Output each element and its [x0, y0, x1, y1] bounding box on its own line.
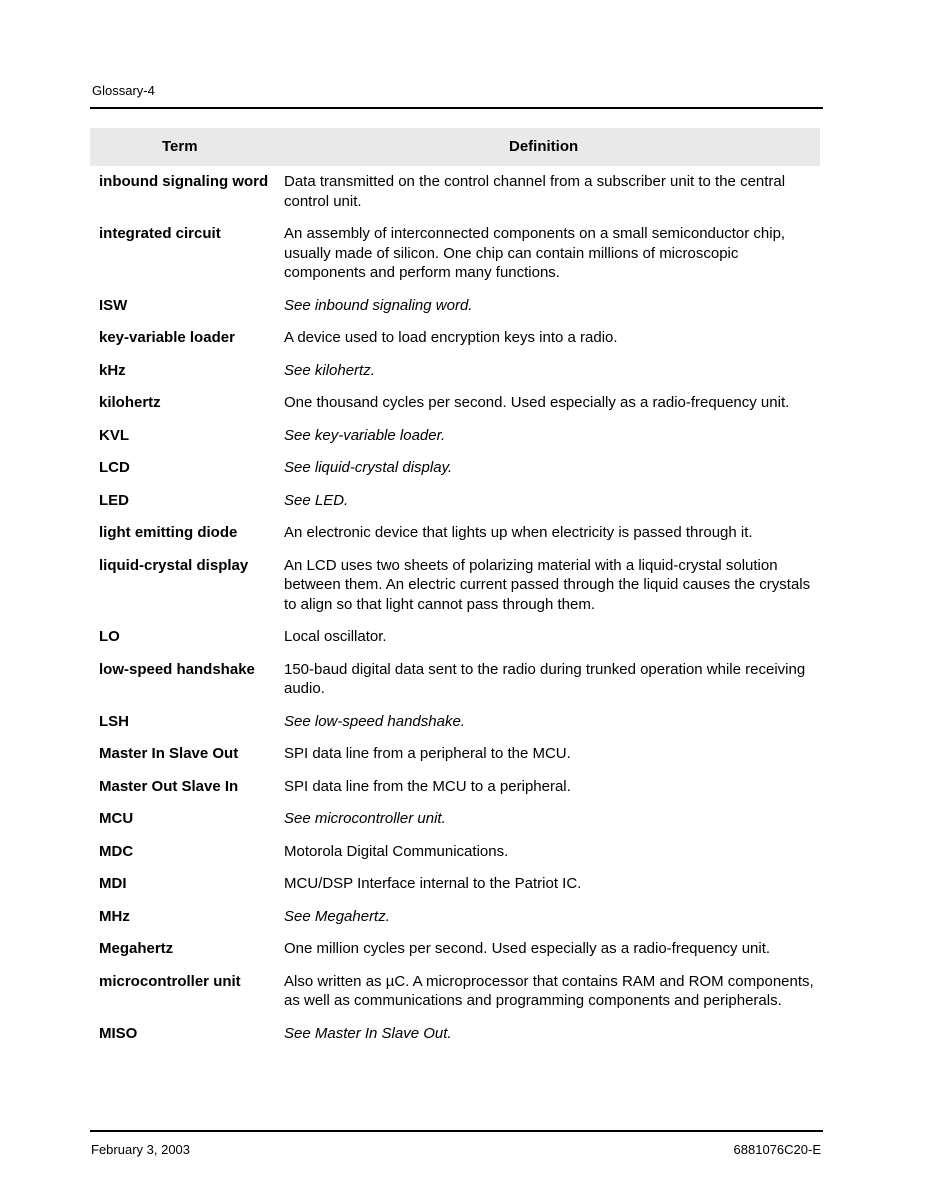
table-row [99, 939, 819, 959]
glossary-definition: One million cycles per second. Used especially as a radio-frequency unit. [284, 940, 771, 957]
glossary-definition: See Master In Slave Out. [284, 1024, 452, 1042]
glossary-definition: Also written as µC. A microprocessor that contains RAM and ROM components, as well as communications and programming components and peripherals. [284, 972, 814, 1009]
table-row [99, 744, 819, 764]
glossary-definition: See kilohertz. [284, 361, 375, 379]
glossary-definition: SPI data line from a peripheral to the MCU. [284, 745, 571, 762]
glossary-term: MHz [99, 907, 130, 925]
column-header-term: Term [162, 138, 198, 155]
glossary-term: LO [99, 628, 120, 645]
table-header [90, 128, 820, 166]
table-row [99, 972, 819, 1011]
glossary-term: kHz [99, 361, 126, 379]
glossary-definition: See Megahertz. [284, 907, 390, 925]
glossary-definition: Local oscillator. [284, 628, 387, 645]
glossary-definition: An assembly of interconnected components on a small semiconductor chip, usually made of silicon. One chip can contain millions of microscopic components and perform many functions. [284, 225, 786, 281]
table-row [99, 172, 819, 211]
glossary-definition: See LED. [284, 491, 349, 509]
table-row [99, 361, 819, 381]
column-header-definition: Definition [509, 138, 579, 155]
table-row [99, 458, 819, 478]
glossary-definition: MCU/DSP Interface internal to the Patriot IC. [284, 875, 582, 892]
glossary-term: MDI [99, 875, 127, 892]
glossary-term: low-speed handshake [99, 660, 255, 678]
glossary-term: Master In Slave Out [99, 745, 239, 762]
table-row [99, 393, 819, 413]
glossary-term: LED [99, 491, 129, 509]
glossary-term: KVL [99, 426, 129, 444]
glossary-term: MDC [99, 842, 134, 860]
table-row [99, 491, 819, 511]
glossary-term: key-variable loader [99, 329, 235, 346]
table-row [99, 907, 819, 927]
table-row [99, 874, 819, 894]
table-row [99, 1024, 819, 1044]
glossary-definition: An electronic device that lights up when electricity is passed through it. [284, 524, 753, 541]
glossary-definition: SPI data line from the MCU to a peripheral. [284, 777, 571, 795]
glossary-definition: See low-speed handshake. [284, 712, 465, 730]
glossary-term: microcontroller unit [99, 972, 241, 990]
glossary-term: LCD [99, 459, 130, 476]
glossary-term: Master Out Slave In [99, 777, 239, 795]
glossary-definition: 150-baud digital data sent to the radio during trunked operation while receiving audio. [284, 660, 806, 697]
glossary-table [99, 172, 819, 1043]
glossary-definition: Motorola Digital Communications. [284, 842, 509, 860]
table-row [99, 296, 819, 316]
table-row [99, 712, 819, 732]
glossary-term: Megahertz [99, 940, 174, 957]
table-row [99, 426, 819, 446]
glossary-definition: An LCD uses two sheets of polarizing material with a liquid-crystal solution between them. An electric current passed through the liquid causes the crystals to align so that light cannot pass through them. [284, 556, 811, 613]
footer-doc-number: 6881076C20-E [733, 1142, 821, 1157]
glossary-term: LSH [99, 712, 129, 730]
table-row [99, 842, 819, 862]
glossary-definition: See key-variable loader. [284, 426, 446, 444]
table-row [99, 556, 819, 615]
table-row [99, 627, 819, 647]
glossary-term: MCU [99, 810, 134, 827]
glossary-term: light emitting diode [99, 524, 238, 541]
glossary-definition: A device used to load encryption keys into a radio. [284, 329, 618, 346]
table-row [99, 224, 819, 283]
glossary-term: ISW [99, 296, 128, 314]
glossary-definition: See inbound signaling word. [284, 296, 473, 314]
header-rule [90, 107, 823, 109]
glossary-term: kilohertz [99, 394, 161, 411]
glossary-definition: One thousand cycles per second. Used especially as a radio-frequency unit. [284, 394, 790, 411]
table-row [99, 777, 819, 797]
table-row [99, 523, 819, 543]
table-row [99, 328, 819, 348]
glossary-definition: See microcontroller unit. [284, 810, 446, 827]
glossary-definition: See liquid-crystal display. [284, 459, 453, 476]
table-row [99, 809, 819, 829]
glossary-term: liquid-crystal display [99, 556, 249, 574]
glossary-term: MISO [99, 1024, 138, 1042]
glossary-definition: Data transmitted on the control channel from a subscriber unit to the central control unit. [284, 173, 786, 210]
glossary-term: integrated circuit [99, 225, 221, 242]
page-header: Glossary-4 [92, 83, 155, 98]
footer-rule [90, 1130, 823, 1132]
glossary-term: inbound signaling word [99, 173, 269, 190]
footer-date: February 3, 2003 [91, 1142, 191, 1157]
table-row [99, 660, 819, 699]
